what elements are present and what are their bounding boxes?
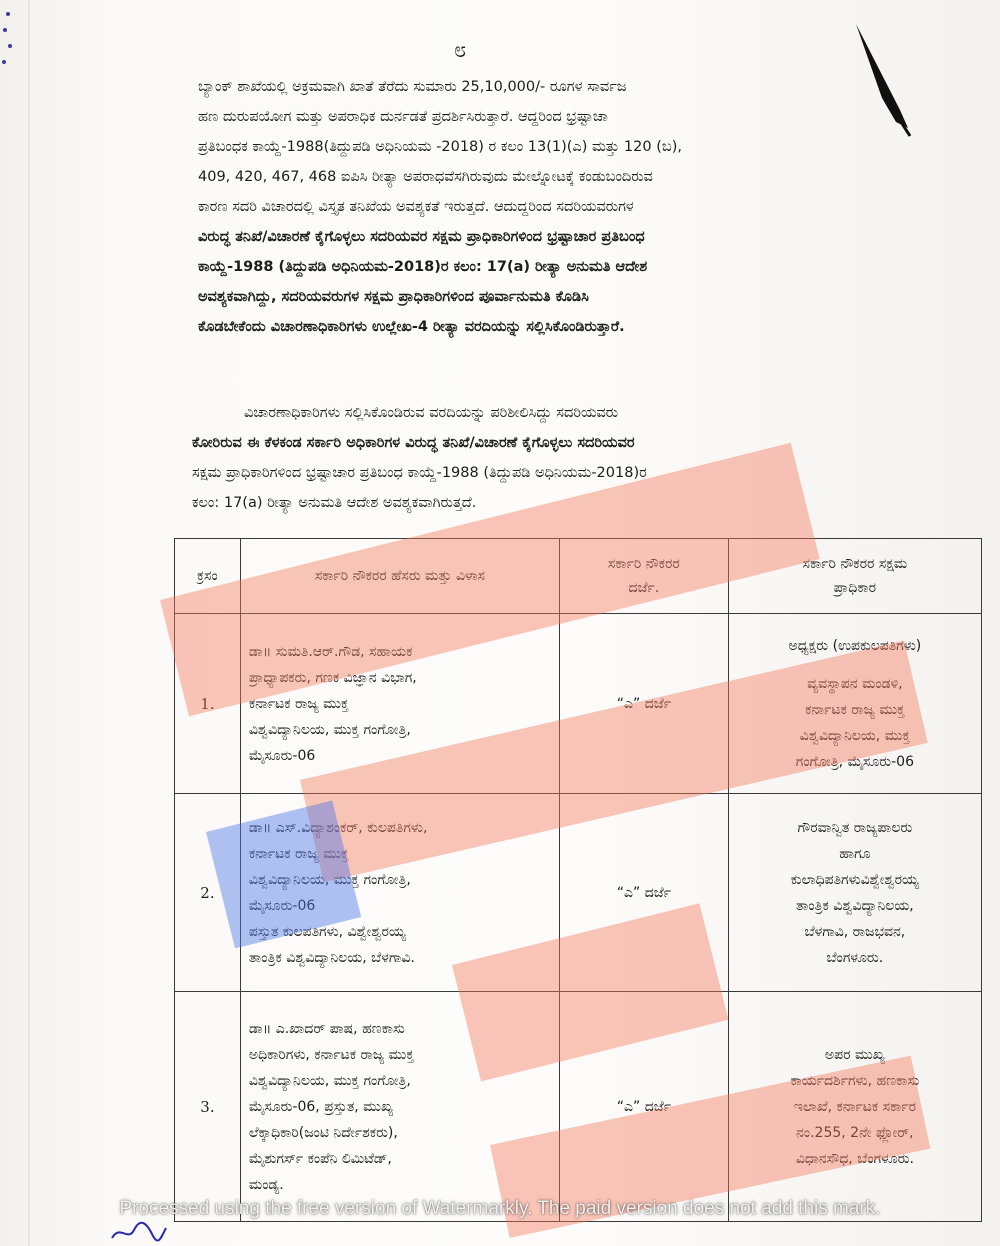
officials-table [174,538,982,1222]
authority-line: ಇಲಾಖೆ, ಕರ್ನಾಟಕ ಸರ್ಕಾರ [793,1098,917,1115]
name-line: ಡಾ॥ ಎಸ್.ವಿದ್ಯಾಶಂಕರ್, ಕುಲಪತಿಗಳು, [248,819,428,836]
page-number: ೮ [453,38,467,63]
header-authority-line: ಸರ್ಕಾರಿ ನೌಕರರ ಸಕ್ಷಮ [802,556,908,572]
name-line: ಡಾ॥ ಎ.ಖಾದರ್ ಪಾಷ, ಹಣಕಾಸು [248,1020,405,1037]
name-line: ಡಾ॥ ಸುಮತಿ.ಆರ್.ಗೌಡ, ಸಹಾಯಕ [248,643,413,660]
authority-line: ವ್ಯವಸ್ಥಾಪನ ಮಂಡಳಿ, [807,675,903,692]
name-line: ಪ್ರಾಧ್ಯಾಪಕರು, ಗಣಕ ವಿಜ್ಞಾನ ವಿಭಾಗ, [248,669,417,686]
row-employee-name-address [240,992,559,1222]
row-grade: “ಎ” ದರ್ಜೆ [559,794,728,992]
page-fold-shadow [28,0,30,1246]
name-line: ಕರ್ನಾಟಕ ರಾಜ್ಯ ಮುಕ್ತ [248,695,349,712]
text-line: ಕಾರಣ ಸದರಿ ವಿಚಾರದಲ್ಲಿ ವಿಸ್ತೃತ ತನಿಖೆಯ ಅವಶ್ಯಕತೆ ಇರುತ್ತದೆ. ಆದುದ್ದರಿಂದ ಸದರಿಯವರುಗಳ [198,199,634,215]
name-line: ಲೆಕ್ಕಾಧಿಕಾರಿ(ಜಂಟಿ ನಿರ್ದೇಶಕರು), [248,1124,398,1141]
authority-line: ಹಾಗೂ [839,845,871,862]
row-grade: “ಎ” ದರ್ಜೆ [559,992,728,1222]
name-line: ಪಸ್ತುತ ಕುಲಪತಿಗಳು, ವಿಶ್ವೇಶ್ವರಯ್ಯ [248,923,406,940]
name-line: ತಾಂತ್ರಿಕ ವಿಶ್ವವಿದ್ಯಾನಿಲಯ, ಬೆಳಗಾವಿ. [248,949,415,966]
header-grade-line: ಸರ್ಕಾರಿ ನೌಕರರ [607,556,680,572]
text-line: ಅವಶ್ಯಕವಾಗಿದ್ದು, ಸದರಿಯವರುಗಳ ಸಕ್ಷಮ ಪ್ರಾಧಿಕಾರಿಗಳಿಂದ ಪೂರ್ವಾನುಮತಿ ಕೊಡಿಸಿ [198,289,589,305]
header-authority-line: ಪ್ರಾಧಿಕಾರ [833,580,876,596]
name-line: ಮೈಸೂರು-06, ಪ್ರಸ್ತುತ, ಮುಖ್ಯ [248,1098,394,1115]
authority-line: ಬೆಳಗಾವಿ, ರಾಜಭವನ, [804,923,906,940]
name-line: ಮಂಡ್ಯ. [248,1176,284,1193]
table-row [175,614,982,794]
authority-line: ಅಧ್ಯಕ್ಷರು (ಉಪಕುಲಪತಿಗಳು) [788,637,922,654]
text-line: ಸಕ್ಷಮ ಪ್ರಾಧಿಕಾರಿಗಳಿಂದ ಭ್ರಷ್ಟಾಚಾರ ಪ್ರತಿಬಂಧ ಕಾಯ್ದೆ-1988 (ತಿದ್ದುಪಡಿ ಅಧಿನಿಯಮ-2018)ರ [192,465,647,481]
authority-line: ನಂ.255, 2ನೇ ಫ್ಲೋರ್, [796,1124,914,1141]
text-line: ಕಲಂ: 17(a) ರೀತ್ಯಾ ಅನುಮತಿ ಆದೇಶ ಅವಶ್ಯಕವಾಗಿರುತ್ತದೆ. [192,495,477,511]
name-line: ವಿಶ್ವವಿದ್ಯಾನಿಲಯ, ಮುಕ್ತ ಗಂಗೋತ್ರಿ, [248,721,411,738]
paragraph-1 [198,72,910,342]
row-serial-number: 1. [175,614,241,794]
authority-line: ಗಂಗೋತ್ರಿ, ಮೈಸೂರು-06 [795,753,914,770]
row-serial-number: 2. [175,794,241,992]
header-grade [559,539,728,614]
name-line: ವಿಶ್ವವಿದ್ಯಾನಿಲಯ, ಮುಕ್ತ ಗಂಗೋತ್ರಿ, [248,1072,411,1089]
authority-line: ಕರ್ನಾಟಕ ರಾಜ್ಯ ಮುಕ್ತ [805,701,905,718]
table-row [175,992,982,1222]
authority-line: ಗೌರವಾನ್ವಿತ ರಾಜ್ಯಪಾಲರು [797,819,913,836]
text-line: ಕೊಡಬೇಕೆಂದು ವಿಚಾರಣಾಧಿಕಾರಿಗಳು ಉಲ್ಲೇಖ-4 ರೀತ್ಯಾ ವರದಿಯನ್ನು ಸಲ್ಲಿಸಿಕೊಂಡಿರುತ್ತಾರೆ. [198,319,625,335]
name-line: ಕರ್ನಾಟಕ ರಾಜ್ಯ ಮುಕ್ತ [248,845,349,862]
header-employee-name-address: ಸರ್ಕಾರಿ ನೌಕರರ ಹೆಸರು ಮತ್ತು ವಿಳಾಸ [240,539,559,614]
text-line: ವಿರುದ್ಧ ತನಿಖೆ/ವಿಚಾರಣೆ ಕೈಗೊಳ್ಳಲು ಸದರಿಯವರ ಸಕ್ಷಮ ಪ್ರಾಧಿಕಾರಿಗಳಿಂದ ಭ್ರಷ್ಟಾಚಾರ ಪ್ರತಿಬಂಧ [198,229,645,245]
table-row [175,794,982,992]
row-grade: “ಎ” ದರ್ಜೆ [559,614,728,794]
name-line: ಮೈಶುಗರ್ಸ್ ಕಂಪೆನಿ ಲಿಮಿಟೆಡ್, [248,1150,392,1167]
authority-line: ವಿಶ್ವವಿದ್ಯಾನಿಲಯ, ಮುಕ್ತ [799,727,910,744]
header-grade-line: ದರ್ಜೆ. [628,580,660,596]
paragraph-2 [192,398,914,518]
watermark-text: Processed using the free version of Watermarkly. The paid version does not add this mark. [119,1198,881,1219]
text-line: ಹಣ ದುರುಪಯೋಗ ಮತ್ತು ಅಪರಾಧಿಕ ದುರ್ನಡತೆ ಪ್ರದರ್ಶಿಸಿರುತ್ತಾರೆ. ಆದ್ದರಿಂದ ಭ್ರಷ್ಟಾಚಾ [198,109,608,125]
text-line: ಕಾಯ್ದೆ-1988 (ತಿದ್ದುಪಡಿ ಅಧಿನಿಯಮ-2018)ರ ಕಲಂ: 17(a) ರೀತ್ಯಾ ಅನುಮತಿ ಆದೇಶ [198,259,648,275]
name-line: ಅಧಿಕಾರಿಗಳು, ಕರ್ನಾಟಕ ರಾಜ್ಯ ಮುಕ್ತ [248,1046,414,1063]
row-employee-name-address [240,614,559,794]
binder-punch-marks [0,0,22,80]
authority-gap [737,659,973,671]
authority-line: ವಿಧಾನಸೌಧ, ಬೆಂಗಳೂರು. [795,1150,914,1167]
row-competent-authority [728,614,981,794]
text-line: ಬ್ಯಾಂಕ್ ಶಾಖೆಯಲ್ಲಿ ಅಕ್ರಮವಾಗಿ ಖಾತೆ ತೆರೆದು ಸುಮಾರು 25,10,000/- ರೂಗಳ ಸಾರ್ವಜ [198,79,627,95]
text-line: ವಿಚಾರಣಾಧಿಕಾರಿಗಳು ಸಲ್ಲಿಸಿಕೊಂಡಿರುವ ವರದಿಯನ್ನು ಪರಿಶೀಲಿಸಿದ್ದು ಸದರಿಯವರು [244,405,619,421]
authority-line: ಅಪರ ಮುಖ್ಯ [824,1046,885,1063]
name-line: ವಿಶ್ವವಿದ್ಯಾನಿಲಯ, ಮುಕ್ತ ಗಂಗೋತ್ರಿ, [248,871,411,888]
signature-scribble [108,1216,168,1246]
text-line: ಕೋರಿರುವ ಈ ಕೆಳಕಂಡ ಸರ್ಕಾರಿ ಅಧಿಕಾರಿಗಳ ವಿರುದ್ಧ ತನಿಖೆ/ವಿಚಾರಣೆ ಕೈಗೊಳ್ಳಲು ಸದರಿಯವರ [192,435,635,451]
authority-line: ಕುಲಾಧಿಪತಿಗಳುವಿಶ್ವೇಶ್ವರಯ್ಯ [790,871,919,888]
text-line: ಪ್ರತಿಬಂಧಕ ಕಾಯ್ದೆ-1988(ತಿದ್ದುಪಡಿ ಅಧಿನಿಯಮ -2018) ರ ಕಲಂ 13(1)(ಎ) ಮತ್ತು 120 (ಬ), [198,139,682,155]
authority-line: ಬೆಂಗಳೂರು. [826,949,884,966]
header-serial-number: ಕ್ರಸಂ [175,539,241,614]
row-competent-authority [728,794,981,992]
table-header-row [175,539,982,614]
name-line: ಮೈಸೂರು-06 [248,747,316,764]
row-competent-authority [728,992,981,1222]
authority-line: ತಾಂತ್ರಿಕ ವಿಶ್ವವಿದ್ಯಾನಿಲಯ, [795,897,914,914]
row-employee-name-address [240,794,559,992]
authority-line: ಕಾರ್ಯದರ್ಶಿಗಳು, ಹಣಕಾಸು [790,1072,920,1089]
name-line: ಮೈಸೂರು-06 [248,897,316,914]
row-serial-number: 3. [175,992,241,1222]
header-competent-authority [728,539,981,614]
text-line: 409, 420, 467, 468 ಐಪಿಸಿ ರೀತ್ಯಾ ಅಪರಾಧವೆಸಗಿರುವುದು ಮೇಲ್ನೋಟಕ್ಕೆ ಕಂಡುಬಂದಿರುವ [198,169,653,185]
